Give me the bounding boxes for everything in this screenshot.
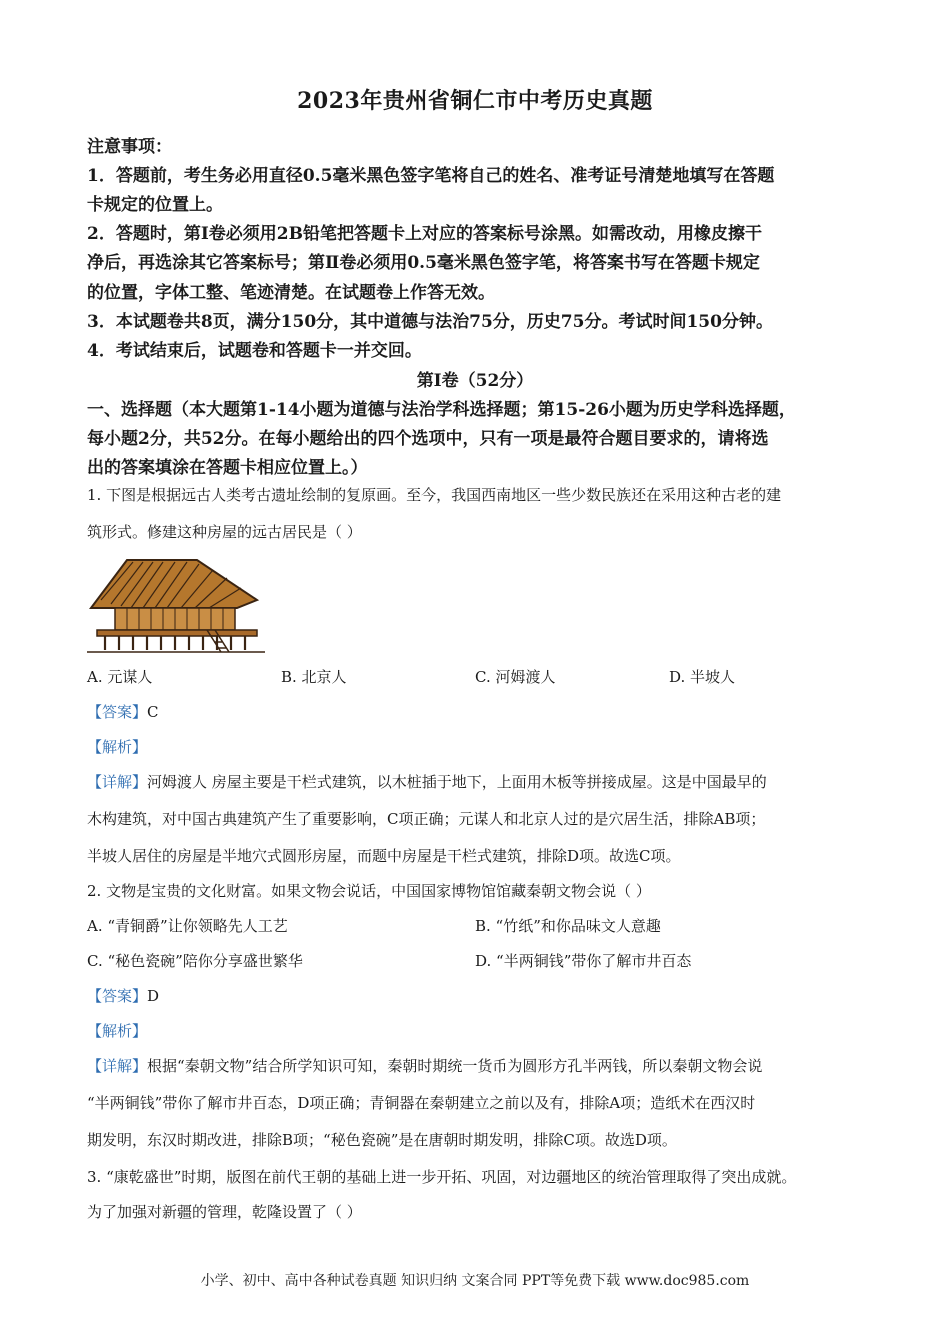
volume-title: 第Ⅰ卷（52分） <box>416 371 534 391</box>
detail-line <box>87 771 767 792</box>
question-stem: 为了加强对新疆的管理，乾隆设置了（ ） <box>87 1203 362 1221</box>
notice-line: 2．答题时，第Ⅰ卷必须用2B铅笔把答题卡上对应的答案标号涂黑。如需改动，用橡皮擦干 <box>87 224 762 244</box>
analysis-tag <box>87 736 147 757</box>
detail-text: 根据“秦朝文物”结合所学知识可知，秦朝时期统一货币为圆形方孔半两钱，所以秦朝文物会说 <box>147 1057 763 1075</box>
answer-line <box>87 701 159 722</box>
option-a: A. “青铜爵”让你领略先人工艺 <box>87 917 288 935</box>
question-stem: 3. “康乾盛世”时期，版图在前代王朝的基础上进一步开拓、巩固，对边疆地区的统治管理取得了突出成就。 <box>87 1168 797 1186</box>
option-b: B. “竹纸”和你品味文人意趣 <box>475 917 661 935</box>
notice-heading: 注意事项： <box>87 137 172 157</box>
section-instruction: 一、选择题（本大题第1-14小题为道德与法治学科选择题；第15-26小题为历史学科选择题， <box>87 400 796 420</box>
notice-line: 净后，再选涂其它答案标号；第Ⅱ卷必须用0.5毫米黑色签字笔，将答案书写在答题卡规定 <box>87 253 760 273</box>
question-stem: 筑形式。修建这种房屋的远古居民是（ ） <box>87 523 362 541</box>
detail-line <box>87 1055 762 1076</box>
option-d: D. “半两铜钱”带你了解市井百态 <box>475 952 692 970</box>
detail-line: 期发明，东汉时期改进，排除B项；“秘色瓷碗”是在唐朝时期发明，排除C项。故选D项。 <box>87 1131 677 1149</box>
question-stem: 1. 下图是根据远古人类考古遗址绘制的复原画。至今，我国西南地区一些少数民族还在采用这种古老的建 <box>87 486 782 504</box>
section-instruction: 每小题2分，共52分。在每小题给出的四个选项中，只有一项是最符合题目要求的，请将选 <box>87 429 769 449</box>
option-c: C. 河姆渡人 <box>475 668 556 686</box>
detail-line: 木构建筑，对中国古典建筑产生了重要影响，C项正确；元谋人和北京人过的是穴居生活，排除AB项； <box>87 810 766 828</box>
option-a: A. 元谋人 <box>87 668 153 686</box>
notice-line: 的位置，字体工整、笔迹清楚。在试题卷上作答无效。 <box>87 283 495 303</box>
detail-line: “半两铜钱”带你了解市井百态，D项正确；青铜器在秦朝建立之前以及有，排除A项；造纸术在西汉时 <box>87 1094 756 1112</box>
answer-tag: 【答案】 <box>87 987 148 1005</box>
section-instruction: 出的答案填涂在答题卡相应位置上。） <box>87 458 368 478</box>
answer-line <box>87 985 159 1006</box>
analysis-label: 【解析】 <box>87 738 148 756</box>
analysis-tag <box>87 1020 147 1041</box>
notice-line: 卡规定的位置上。 <box>87 195 223 215</box>
detail-line: 半坡人居住的房屋是半地穴式圆形房屋，而题中房屋是干栏式建筑，排除D项。故选C项。 <box>87 847 681 865</box>
page-footer: 小学、初中、高中各种试卷真题 知识归纳 文案合同 PPT等免费下载 www.doc985.com <box>200 1273 750 1289</box>
answer-value: C <box>147 703 159 721</box>
option-b: B. 北京人 <box>281 668 347 686</box>
question-stem: 2. 文物是宝贵的文化财富。如果文物会说话，中国国家博物馆馆藏秦朝文物会说（ ） <box>87 882 651 900</box>
option-d: D. 半坡人 <box>669 668 736 686</box>
option-c: C. “秘色瓷碗”陪你分享盛世繁华 <box>87 952 303 970</box>
notice-line: 3．本试题卷共8页，满分150分，其中道德与法治75分，历史75分。考试时间150分钟。 <box>87 312 773 332</box>
stilt-house-illustration <box>87 556 265 654</box>
notice-line: 1．答题前，考生务必用直径0.5毫米黑色签字笔将自己的姓名、准考证号清楚地填写在答题 <box>87 166 775 186</box>
answer-tag: 【答案】 <box>87 703 148 721</box>
detail-tag: 【详解】 <box>87 1057 148 1075</box>
notice-line: 4．考试结束后，试题卷和答题卡一并交回。 <box>87 341 422 361</box>
detail-text: 河姆渡人 房屋主要是干栏式建筑，以木桩插于地下，上面用木板等拼接成屋。这是中国最早的 <box>147 773 767 791</box>
analysis-label: 【解析】 <box>87 1022 148 1040</box>
page-title: 2023年贵州省铜仁市中考历史真题 <box>297 88 653 114</box>
answer-value: D <box>147 987 160 1005</box>
detail-tag: 【详解】 <box>87 773 148 791</box>
